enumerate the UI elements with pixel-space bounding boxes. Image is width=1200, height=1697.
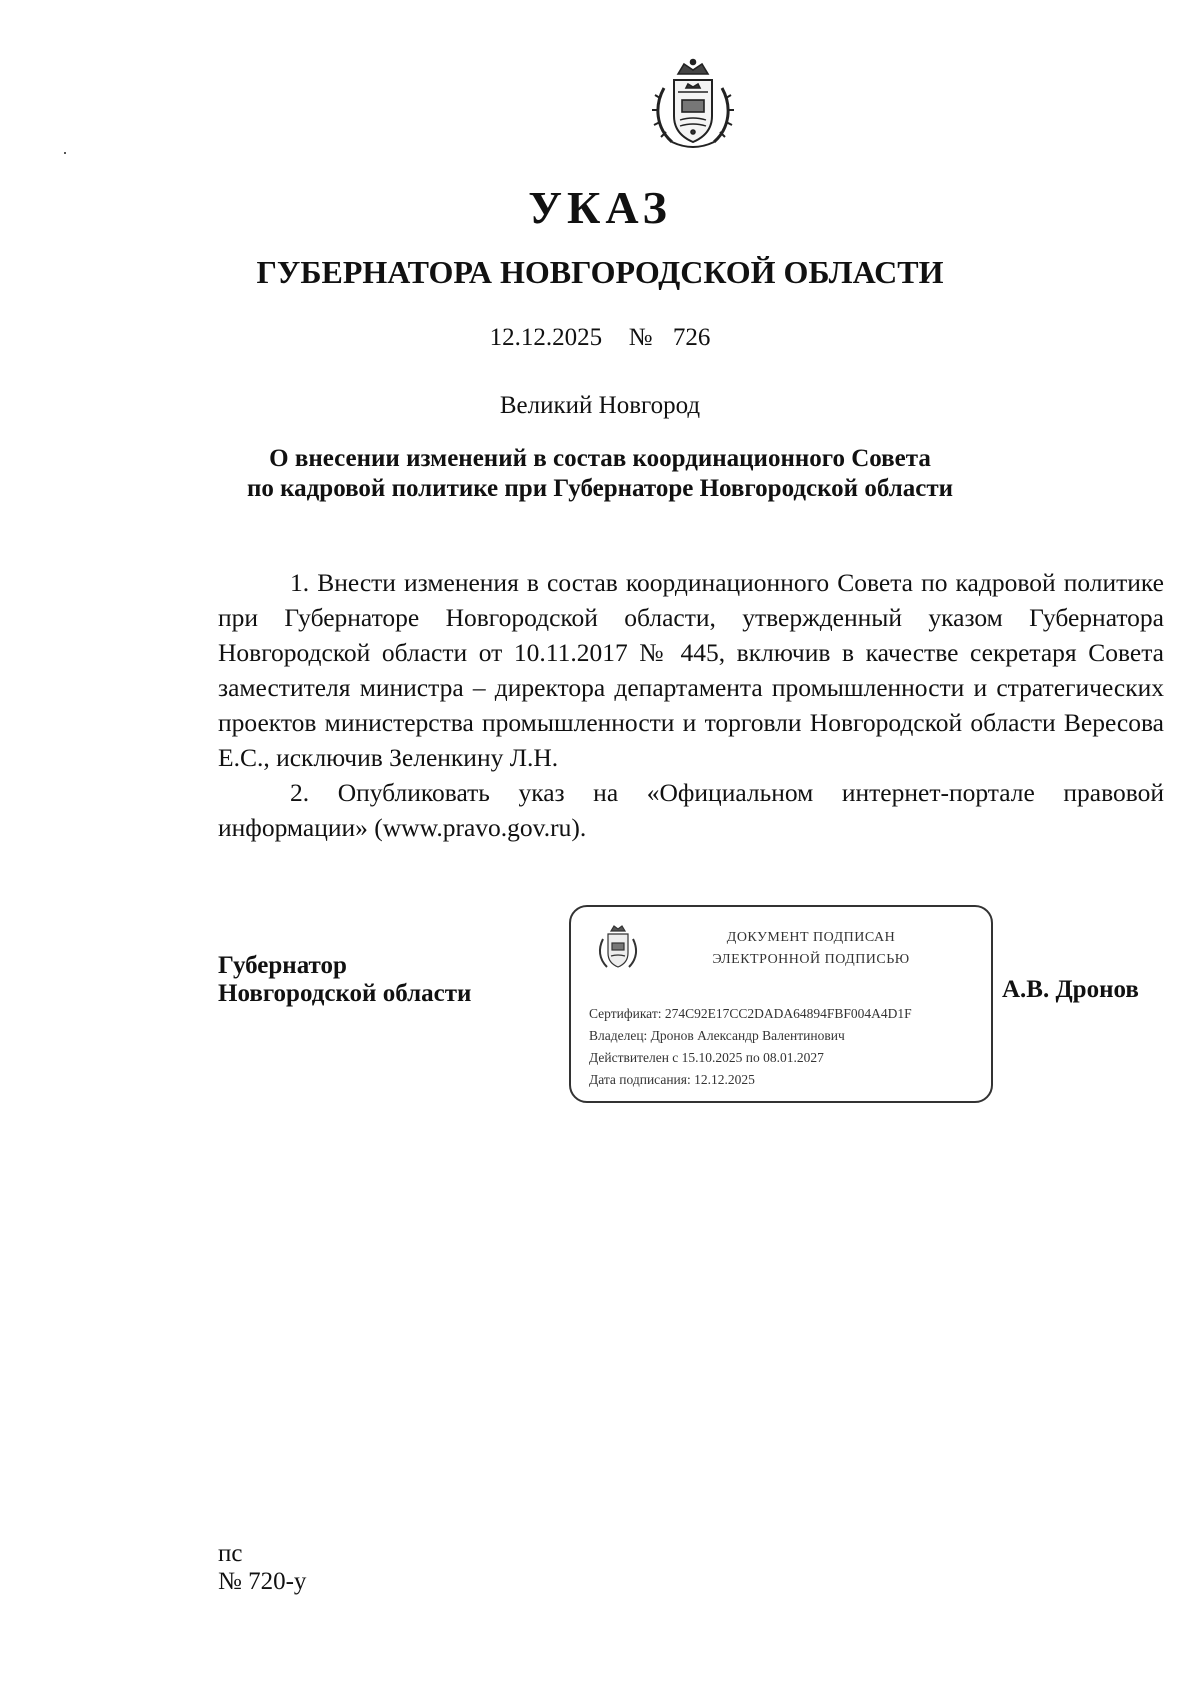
scan-speck bbox=[64, 152, 66, 154]
document-subject bbox=[0, 444, 1200, 504]
stamp-sign-date: Дата подписания: 12.12.2025 bbox=[589, 1072, 755, 1087]
position-line-2: Новгородской области bbox=[218, 980, 472, 1007]
signatory-name: А.В. Дронов bbox=[1002, 976, 1139, 1003]
subject-line-2: по кадровой политике при Губернаторе Новгородской области bbox=[246, 475, 954, 502]
paragraph-text: 2. Опубликовать указ на «Официальном интернет-портале правовой информации» (www.pravo.gov.ru). bbox=[218, 778, 1164, 842]
subject-line-1: О внесении изменений в состав координационного Совета bbox=[269, 445, 931, 472]
document-subtitle: ГУБЕРНАТОРА НОВГОРОДСКОЙ ОБЛАСТИ bbox=[256, 254, 944, 290]
coat-of-arms-icon bbox=[595, 923, 641, 973]
stamp-owner: Владелец: Дронов Александр Валентинович bbox=[589, 1028, 845, 1043]
document-title: УКАЗ bbox=[528, 182, 672, 233]
position-line-1: Губернатор bbox=[218, 952, 347, 979]
coat-of-arms-icon bbox=[648, 58, 738, 154]
footer-note bbox=[218, 1540, 306, 1596]
signatory-position bbox=[218, 952, 471, 1008]
stamp-heading bbox=[651, 927, 971, 971]
stamp-details bbox=[589, 1003, 989, 1091]
stamp-validity: Действителен с 15.10.2025 по 08.01.2027 bbox=[589, 1050, 824, 1065]
body-paragraph-1 bbox=[218, 565, 1164, 775]
stamp-heading-line-2: ЭЛЕКТРОННОЙ ПОДПИСЬЮ bbox=[712, 952, 910, 967]
document-date: 12.12.2025 bbox=[489, 324, 603, 351]
electronic-signature-stamp bbox=[569, 905, 993, 1103]
body-paragraph-2 bbox=[218, 775, 1164, 845]
number-label: № bbox=[628, 324, 653, 351]
footer-doc-number: № 720-у bbox=[218, 1568, 307, 1595]
date-number-line bbox=[0, 322, 1200, 354]
stamp-heading-line-1: ДОКУМЕНТ ПОДПИСАН bbox=[726, 930, 896, 945]
document-number: 726 bbox=[672, 324, 711, 351]
footer-initials: пс bbox=[218, 1540, 243, 1567]
stamp-certificate: Сертификат: 274C92E17CC2DADA64894FBF004A4D1F bbox=[589, 1006, 912, 1021]
paragraph-text: 1. Внести изменения в состав координационного Совета по кадровой политике при Губернаторе Новгородской области, утвержденный указом Губернатора Новгородской области от 10.11.2017 № 445, включив в качестве секретаря Совета заместителя министра – директора департамента промышленности и стратегических проектов министерства промышленности и торговли Новгородской области Вересова Е.С., исключив Зеленкину Л.Н. bbox=[218, 568, 1164, 772]
city: Великий Новгород bbox=[499, 392, 701, 419]
